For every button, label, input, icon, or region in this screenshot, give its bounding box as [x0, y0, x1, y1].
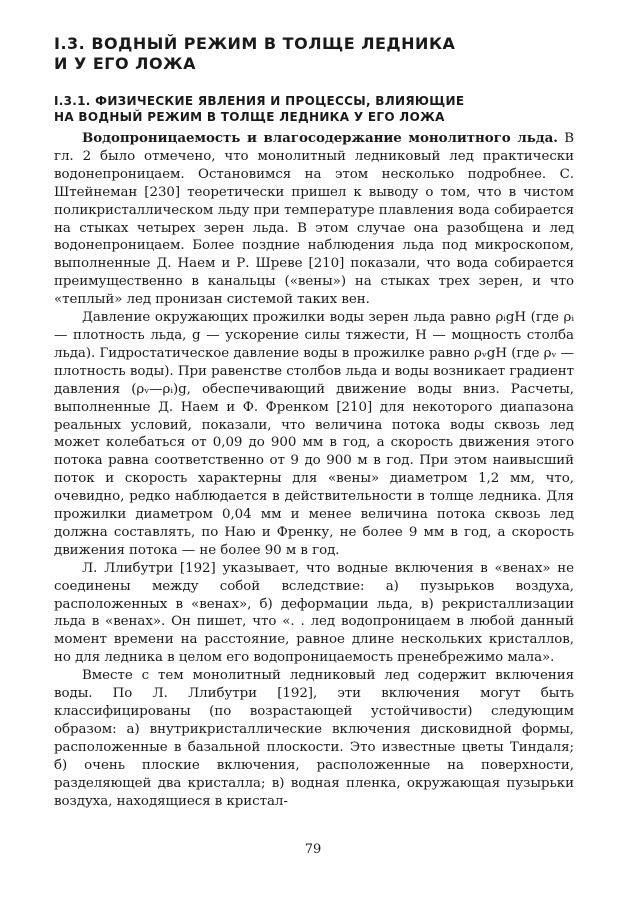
subsection-heading-line-1: I.3.1. ФИЗИЧЕСКИЕ ЯВЛЕНИЯ И ПРОЦЕССЫ, ВЛИЯЮЩИЕ	[54, 94, 465, 108]
paragraph-1-body: В гл. 2 было отмечено, что монолитный ледниковый лед практически водонепроницаем. Остановимся на этом несколько подробнее. С. Штейнеман [230] теоретически пришел к выводу о том, что в чистом поликристаллическом льду при температуре плавления вода собирается на стыках четырех зерен льда. В этом случае она разобщена и лед водонепроницаем. Более поздние наблюдения льда под микроскопом, выполненные Д. Наем и Р. Шреве [210] показали, что вода собирается преимущественно в канальцы («вены») на стыках трех зерен, и что «теплый» лед пронизан системой таких вен.	[54, 131, 574, 308]
section-heading	[54, 34, 554, 74]
subsection-heading	[54, 93, 574, 125]
subsection-heading-line-2: НА ВОДНЫЙ РЕЖИМ В ТОЛЩЕ ЛЕДНИКА У ЕГО ЛОЖА	[54, 110, 445, 124]
paragraph-4: Вместе с тем монолитный ледниковый лед содержит включения воды. По Л. Ллибутри [192], эти включения могут быть классифицированы (по возрастающей устойчивости) следующим образом: а) внутрикристаллические включения дисковидной формы, расположенные в базальной плоскости. Это известные цветы Тиндаля; б) очень плоские включения, расположенные на поверхности, разделяющей два кристалла; в) водная пленка, окружающая пузырьки воздуха, находящиеся в кристал-	[54, 668, 574, 809]
page-number: 79	[304, 842, 322, 857]
paragraph-2: Давление окружающих прожилки воды зерен льда равно ρᵢgH (где ρᵢ — плотность льда, g — ускорение силы тяжести, H — мощность столба льда). Гидростатическое давление воды в прожилке равно ρᵥgH (где ρᵥ — плотность воды). При равенстве столбов льда и воды возникает градиент давления (ρᵥ—ρᵢ)g, обеспечивающий движение воды вниз. Расчеты, выполненные Д. Наем и Ф. Френком [210] для некоторого диапазона реальных условий, показали, что величина потока воды сквозь лед может колебаться от 0,09 до 900 мм в год, а скорость движения этого потока равна соответственно от 9 до 900 м в год. При этом наивысший поток и скорость характерны для «вены» диаметром 1,2 мм, что, очевидно, редко наблюдается в действительности в толще ледника. Для прожилки диаметром 0,04 мм и менее величина потока сквозь лед должна составлять, по Наю и Френку, не более 9 мм в год, а скорость движения потока — не более 90 м в год.	[54, 310, 574, 558]
paragraph-1-lead: Водопроницаемость и влагосодержание монолитного льда.	[82, 130, 558, 146]
section-heading-line-1: I.3. ВОДНЫЙ РЕЖИМ В ТОЛЩЕ ЛЕДНИКА	[54, 34, 456, 53]
paragraph-3: Л. Ллибутри [192] указывает, что водные включения в «венах» не соединены между собой вследствие: а) пузырьков воздуха, расположенных в «венах», б) деформации льда, в) рекристаллизации льда в «венах». Он пишет, что «. . лед водопроницаем в любой данный момент времени на расстояние, равное длине нескольких кристаллов, но для ледника в целом его водопроницаемость пренебрежимо мала».	[54, 560, 574, 666]
paragraph-1	[54, 130, 574, 309]
section-heading-line-2: И У ЕГО ЛОЖА	[54, 54, 197, 73]
body-text	[54, 130, 574, 810]
